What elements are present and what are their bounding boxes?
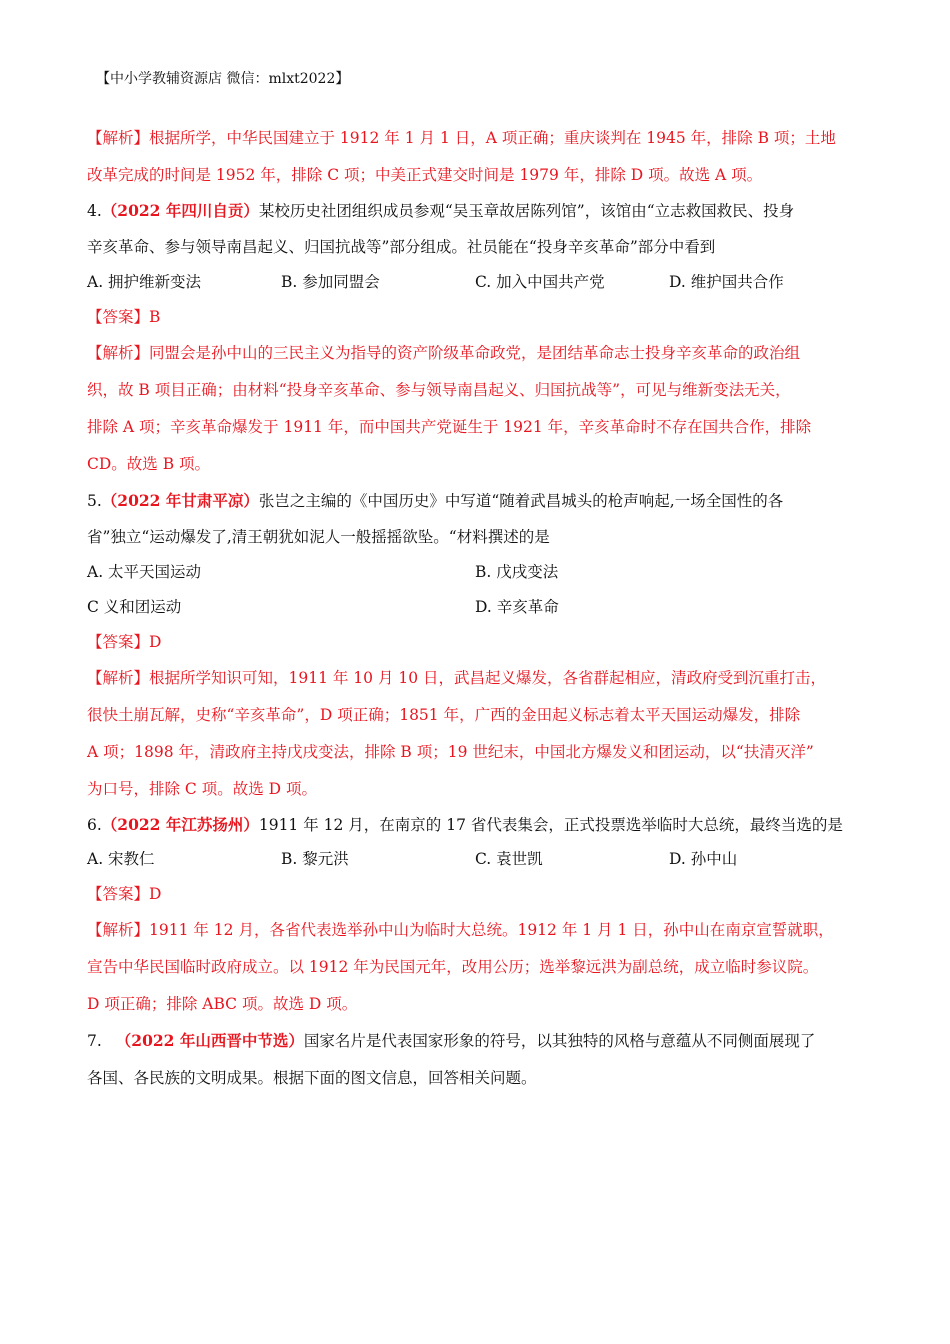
q5-stem-line-1 xyxy=(87,490,867,512)
q4-option-c: C. 加入中国共产党 xyxy=(475,273,605,291)
q5-answer: 【答案】D xyxy=(87,633,162,651)
q7-stem-text: 国家名片是代表国家形象的符号，以其独特的风格与意蕴从不同侧面展现了 xyxy=(303,1032,816,1050)
q4-option-d: D. 维护国共合作 xyxy=(669,273,784,291)
q5-option-d: D. 辛亥革命 xyxy=(475,598,559,616)
q5-option-b: B. 戊戌变法 xyxy=(475,563,559,581)
q4-analysis-line-3: 排除 A 项；辛亥革命爆发于 1911 年，而中国共产党诞生于 1921 年，辛亥革命时不存在国共合作，排除 xyxy=(87,418,812,436)
q4-option-b: B. 参加同盟会 xyxy=(281,273,380,291)
q5-analysis-line-1: 【解析】根据所学知识可知，1911 年 10 月 10 日，武昌起义爆发，各省群起相应，清政府受到沉重打击， xyxy=(87,669,827,687)
q6-answer: 【答案】D xyxy=(87,885,162,903)
q4-stem-text: 某校历史社团组织成员参观“吴玉章故居陈列馆”，该馆由“立志救国救民、投身 xyxy=(258,202,795,220)
q6-stem-line-1 xyxy=(87,814,867,836)
q4-analysis-line-2: 织，故 B 项目正确；由材料“投身辛亥革命、参与领导南昌起义、归国抗战等”，可见与维新变法无关， xyxy=(87,381,791,399)
q6-analysis-line-2: 宣告中华民国临时政府成立。以 1912 年为民国元年，改用公历；选举黎远洪为副总统，成立临时参议院。 xyxy=(87,958,819,976)
q6-option-b: B. 黎元洪 xyxy=(281,850,349,868)
q6-option-a: A. 宋教仁 xyxy=(87,850,155,868)
q5-stem-line-2: 省”独立“运动爆发了,清王朝犹如泥人一般摇摇欲坠。“材料撰述的是 xyxy=(87,528,550,546)
q6-stem-text: 1911 年 12 月，在南京的 17 省代表集会，正式投票选举临时大总统，最终当选的是 xyxy=(258,816,843,834)
q5-number: 5. xyxy=(87,492,102,510)
q3-analysis-line-1: 【解析】根据所学，中华民国建立于 1912 年 1 月 1 日，A 项正确；重庆谈判在 1945 年，排除 B 项；土地 xyxy=(87,129,836,147)
q4-number: 4. xyxy=(87,202,102,220)
q6-analysis-line-3: D 项正确；排除 ABC 项。故选 D 项。 xyxy=(87,995,358,1013)
q4-source: （2022 年四川自贡） xyxy=(101,201,259,220)
q3-analysis-line-2: 改革完成的时间是 1952 年，排除 C 项；中美正式建交时间是 1979 年，排除 D 项。故选 A 项。 xyxy=(87,166,763,184)
q4-analysis-line-4: CD。故选 B 项。 xyxy=(87,455,211,473)
q4-stem-line-2: 辛亥革命、参与领导南昌起义、归国抗战等”部分组成。社员能在“投身辛亥革命”部分中看到 xyxy=(87,238,716,256)
q5-analysis-line-2: 很快土崩瓦解，史称“辛亥革命”，D 项正确；1851 年，广西的金田起义标志着太平天国运动爆发，排除 xyxy=(87,706,801,724)
q6-option-d: D. 孙中山 xyxy=(669,850,738,868)
q7-number: 7. xyxy=(87,1032,102,1050)
q5-source: （2022 年甘肃平凉） xyxy=(101,491,259,510)
q5-option-c: C 义和团运动 xyxy=(87,598,182,616)
q4-analysis-line-1: 【解析】同盟会是孙中山的三民主义为指导的资产阶级革命政党，是团结革命志士投身辛亥革命的政治组 xyxy=(87,344,801,362)
q5-option-a: A. 太平天国运动 xyxy=(87,563,202,581)
q7-source: （2022 年山西晋中节选） xyxy=(115,1031,304,1050)
page-header: 【中小学教辅资源店 微信：mlxt2022】 xyxy=(96,71,350,87)
q5-analysis-line-3: A 项；1898 年，清政府主持戊戌变法，排除 B 项；19 世纪末，中国北方爆发义和团运动，以“扶清灭洋” xyxy=(87,743,814,761)
q6-option-c: C. 袁世凯 xyxy=(475,850,543,868)
q4-option-a: A. 拥护维新变法 xyxy=(87,273,202,291)
q4-answer: 【答案】B xyxy=(87,308,161,326)
q6-analysis-line-1: 【解析】1911 年 12 月，各省代表选举孙中山为临时大总统。1912 年 1 月 1 日，孙中山在南京宣誓就职， xyxy=(87,921,834,939)
q5-analysis-line-4: 为口号，排除 C 项。故选 D 项。 xyxy=(87,780,317,798)
q4-stem-line-1 xyxy=(87,200,867,222)
q5-stem-text: 张岂之主编的《中国历史》中写道“随着武昌城头的枪声响起,一场全国性的各 xyxy=(258,492,784,510)
q7-stem-line-2: 各国、各民族的文明成果。根据下面的图文信息，回答相关问题。 xyxy=(87,1069,537,1087)
q6-source: （2022 年江苏扬州） xyxy=(101,815,259,834)
q7-stem-line-1 xyxy=(87,1030,867,1052)
q6-number: 6. xyxy=(87,816,102,834)
